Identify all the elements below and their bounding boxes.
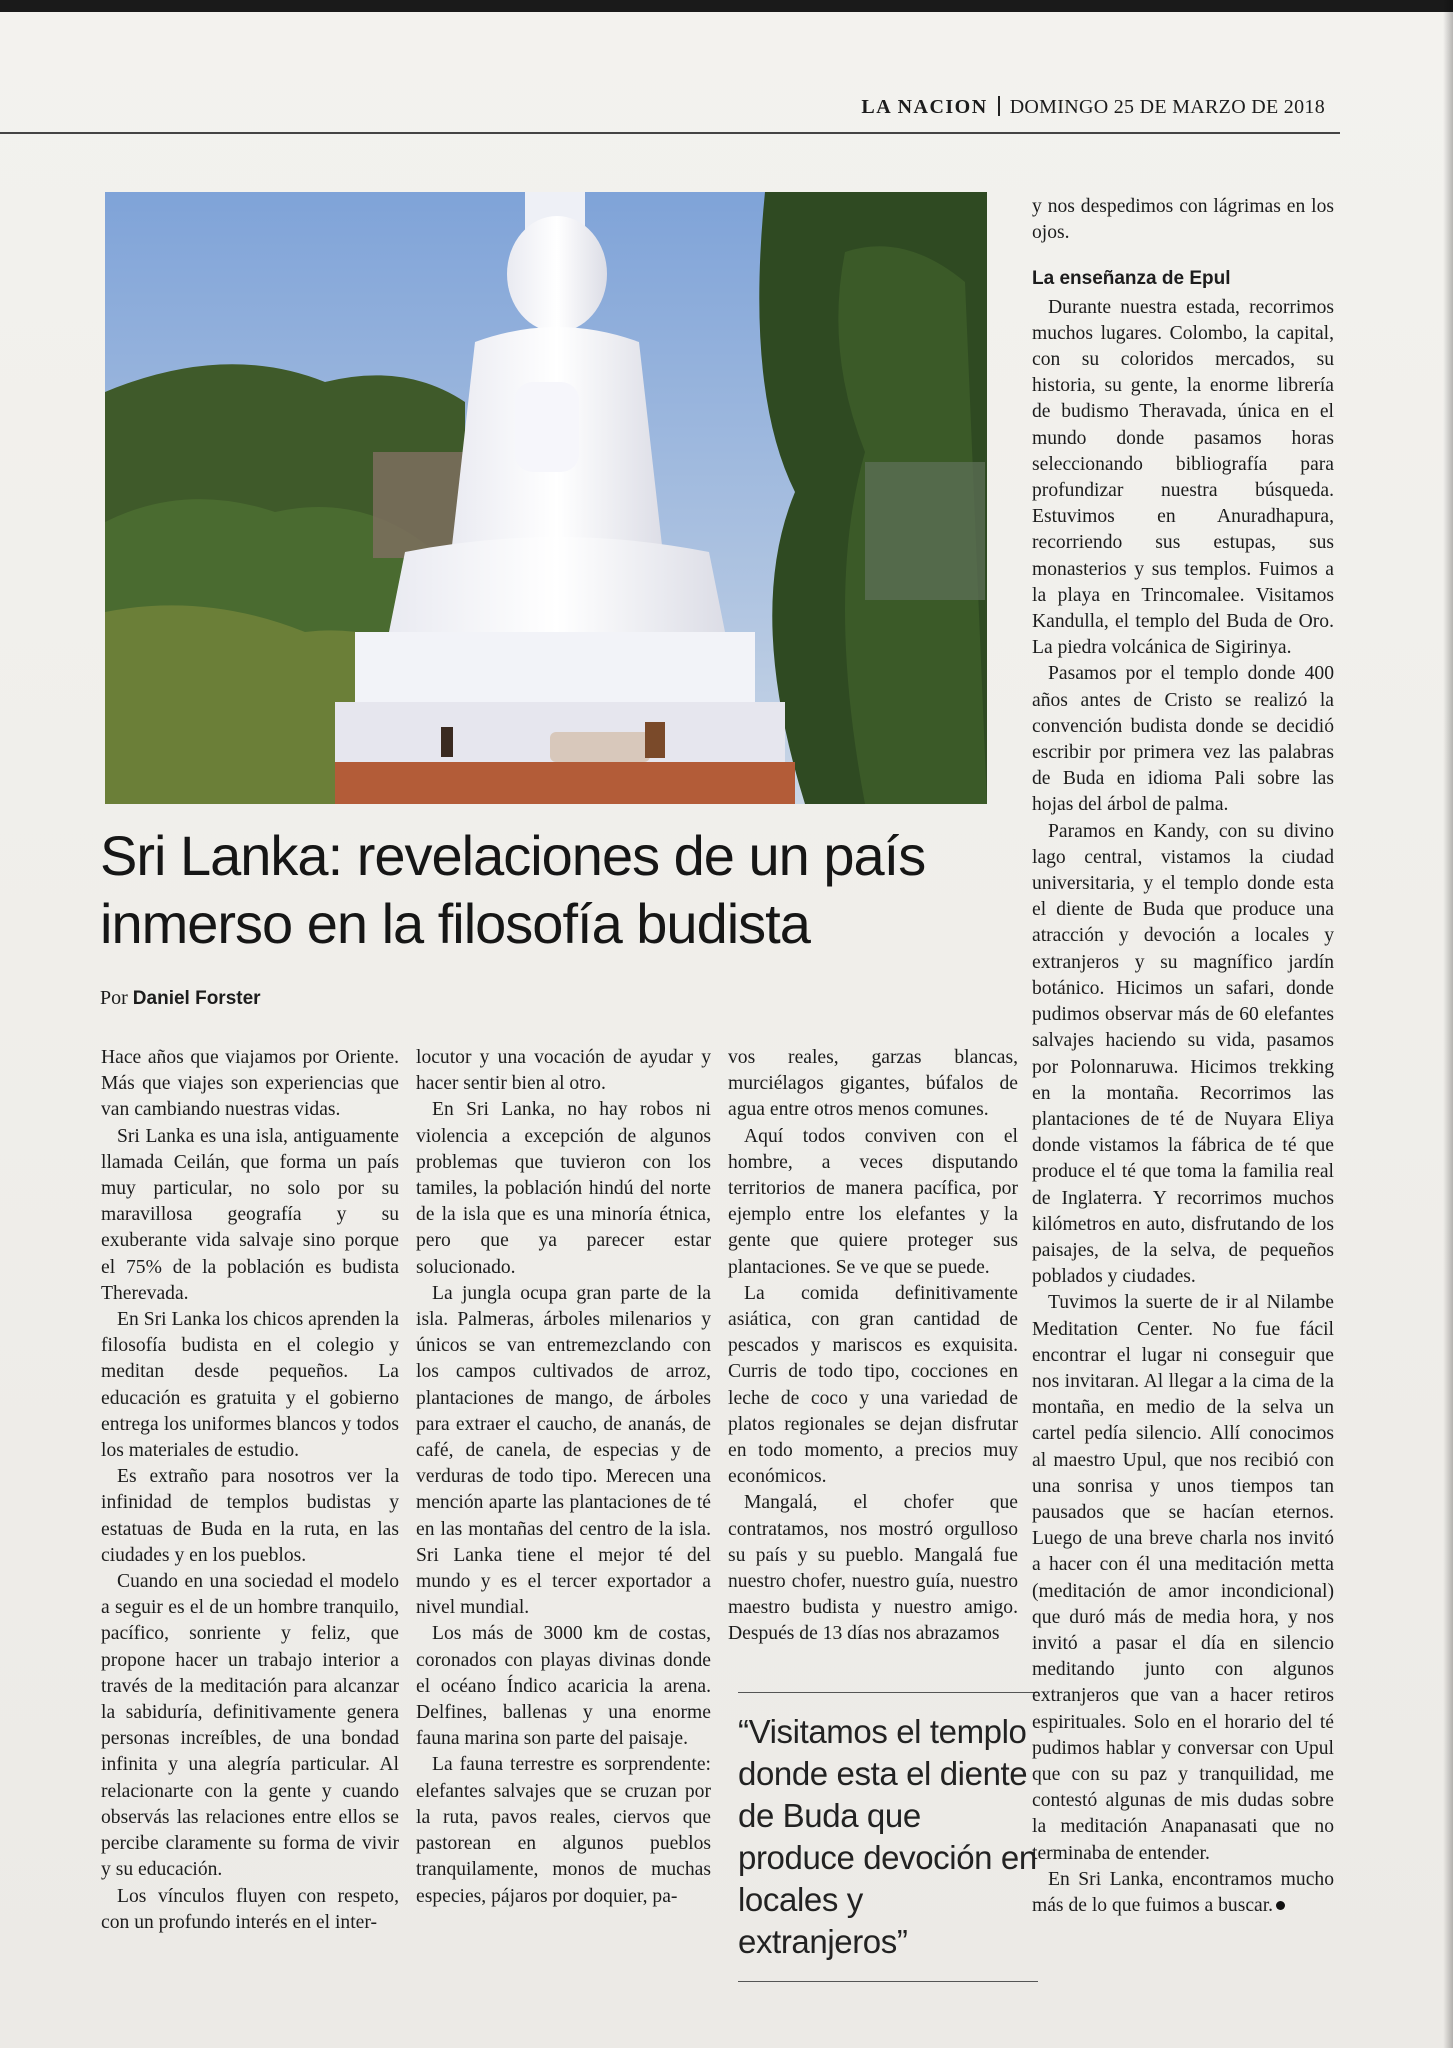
paragraph: Durante nuestra estada, recorrimos muchos lugares. Colombo, la capital, con su coloridos mercados, su historia, su gente, la enorme librería de budismo Theravada, única en el mundo donde pasamos horas seleccionando bibliografía para profundizar nuestra búsqueda. Estuvimos en Anuradhapura, recorriendo sus estupas, sus monasterios y sus templos. Fuimos a la playa en Trincomalee. Visitamos Kandulla, el templo del Buda de Oro. La piedra volcánica de Sigirinya. bbox=[1032, 296, 1334, 659]
headline-line-1: Sri Lanka: revelaciones de un país bbox=[100, 824, 926, 887]
author-name: Daniel Forster bbox=[132, 988, 261, 1009]
article-column-2 bbox=[416, 1045, 711, 1910]
paragraph: Los más de 3000 km de costas, coronados con playas divinas donde el océano Índico acaricia la arena. Delfines, ballenas y una enorme fauna marina son parte del paisaje. bbox=[416, 1623, 711, 1750]
article-column-1 bbox=[101, 1045, 399, 1936]
photo-illustration bbox=[105, 192, 987, 804]
end-mark-icon bbox=[1276, 1901, 1285, 1910]
paragraph: y nos despedimos con lágrimas en los ojos. bbox=[1032, 196, 1334, 244]
paragraph: Sri Lanka es una isla, antiguamente llamada Ceilán, que forma un país muy particular, no solo por su maravillosa geografía y su exuberante vida salvaje sino porque el 75% de la población es budista Therevada. bbox=[101, 1125, 399, 1304]
paragraph: locutor y una vocación de ayudar y hacer sentir bien al otro. bbox=[416, 1047, 711, 1095]
article-column-3 bbox=[728, 1045, 1018, 1648]
paragraph: La jungla ocupa gran parte de la isla. Palmeras, árboles milenarios y únicos se van entremezclando con los campos cultivados de arroz, plantaciones de mango, de árboles para extraer el caucho, de ananás, de café, de canela, de especias y de verduras de todo tipo. Merecen una mención aparte las plantaciones de té en las montañas del centro de la isla. Sri Lanka tiene el mejor té del mundo y es el tercer exportador a nivel mundial. bbox=[416, 1282, 711, 1619]
issue-date: DOMINGO 25 DE MARZO DE 2018 bbox=[1009, 96, 1325, 118]
paragraph: Paramos en Kandy, con su divino lago central, vistamos la ciudad universitaria, y el templo donde esta el diente de Buda que produce una atracción y devoción a locales y extranjeros y su magnífico jardín botánico. Hicimos un safari, donde pudimos observar más de 60 elefantes salvajes haciendo su vida, pasamos por Polonnaruwa. Hicimos trekking en la montaña. Recorrimos las plantaciones de té de Nuyara Eliya donde vistamos la fábrica de té que produce el té que toma la familia real de Inglaterra. Y recorrimos muchos kilómetros en auto, disfrutando de los paisajes, de la selva, de pequeños poblados y ciudades. bbox=[1032, 820, 1334, 1288]
closing-text: En Sri Lanka, encontramos mucho más de lo que fuimos a buscar. bbox=[1032, 1868, 1334, 1916]
paragraph: La fauna terrestre es sorprendente: elefantes salvajes que se cruzan por la ruta, pavos reales, ciervos que pastorean en algunos pueblos tranquilamente, monos de muchas especies, pájaros por doquier, pa- bbox=[416, 1754, 711, 1907]
paragraph: En Sri Lanka los chicos aprenden la filosofía budista en el colegio y meditan desde pequeños. La educación es gratuita y el gobierno entrega los uniformes blancos y todos los materiales de estudio. bbox=[101, 1309, 399, 1462]
byline-prefix: Por bbox=[100, 987, 128, 1009]
header-rule bbox=[0, 132, 1340, 134]
masthead bbox=[861, 96, 1325, 124]
paragraph: Aquí todos conviven con el hombre, a veces disputando territorios de manera pacífica, por ejemplo entre los elefantes y la gente que quiere proteger sus plantaciones. Se ve que se puede. bbox=[728, 1125, 1018, 1278]
pull-quote: “Visitamos el templo donde esta el diente de Buda que produce devoción en locales y extranjeros” bbox=[738, 1692, 1038, 1982]
page-top-edge bbox=[0, 0, 1453, 12]
headline-line-2: inmerso en la filosofía budista bbox=[100, 892, 810, 955]
newspaper-name: LA NACION bbox=[861, 96, 988, 118]
masthead-divider bbox=[998, 96, 1000, 116]
paragraph: Tuvimos la suerte de ir al Nilambe Meditation Center. No fue fácil encontrar el lugar ni conseguir que nos invitaran. Al llegar a la cima de la montaña, en medio de la selva un cartel pedía silencio. Allí conocimos al maestro Upul, que nos recibió con una sonrisa y unos tiempos tan pausados que se hacían eternos. Luego de una breve charla nos invitó a hacer con él una meditación metta (meditación de amor incondicional) que duró más de media hora, y nos invitó a pasar el día en silencio meditando junto con algunos extranjeros que van a hacer retiros espirituales. Solo en el horario del té pudimos hablar y conversar con Upul que con su paz y tranquilidad, me contestó algunas de mis dudas sobre la meditación Anapanasati que no terminaba de entender. bbox=[1032, 1292, 1334, 1864]
byline bbox=[100, 987, 261, 1010]
paragraph: Mangalá, el chofer que contratamos, nos mostró orgulloso su país y su pueblo. Mangalá fue nuestro chofer, nuestro guía, nuestro maestro budista y nuestro amigo. Después de 13 días nos abrazamos bbox=[728, 1492, 1018, 1645]
closing-paragraph bbox=[1032, 1867, 1334, 1919]
subheading: La enseñanza de Epul bbox=[1032, 268, 1231, 290]
paragraph: Hace años que viajamos por Oriente. Más que viajes son experiencias que van cambiando nuestras vidas. bbox=[101, 1047, 399, 1121]
paragraph: Cuando en una sociedad el modelo a seguir es el de un hombre tranquilo, pacífico, sonriente y feliz, que propone hacer un trabajo interior a través de la meditación para alcanzar la sabiduría, definitivamente genera personas increíbles, de una bondad infinita y una alegría particular. Al relacionarte con la gente y cuando observás las relaciones entre ellos se percibe claramente su forma de vivir y su educación. bbox=[101, 1571, 399, 1881]
article-column-4 bbox=[1032, 194, 1334, 1919]
headline bbox=[100, 822, 1000, 958]
paragraph: Los vínculos fluyen con respeto, con un profundo interés en el inter- bbox=[101, 1885, 399, 1933]
paragraph: En Sri Lanka, no hay robos ni violencia a excepción de algunos problemas que tuvieron con los tamiles, la población hindú del norte de la isla que es una minoría étnica, pero que ya parecer estar solucionado. bbox=[416, 1099, 711, 1278]
paragraph: Es extraño para nosotros ver la infinidad de templos budistas y estatuas de Buda en la ruta, en las ciudades y en los pueblos. bbox=[101, 1466, 399, 1566]
buddha-statue-photo bbox=[105, 192, 987, 804]
paragraph: vos reales, garzas blancas, murciélagos gigantes, búfalos de agua entre otros menos comunes. bbox=[728, 1047, 1018, 1121]
paragraph: Pasamos por el templo donde 400 años antes de Cristo se realizó la convención budista donde se decidió escribir por primera vez las palabras de Buda en idioma Pali sobre las hojas del árbol de palma. bbox=[1032, 663, 1334, 816]
page-right-edge bbox=[1443, 0, 1453, 2048]
paragraph: La comida definitivamente asiática, con gran cantidad de pescados y mariscos es exquisita. Curris de todo tipo, cocciones en leche de coco y una variedad de platos regionales se dejan disfrutar en todo momento, a precios muy económicos. bbox=[728, 1282, 1018, 1488]
